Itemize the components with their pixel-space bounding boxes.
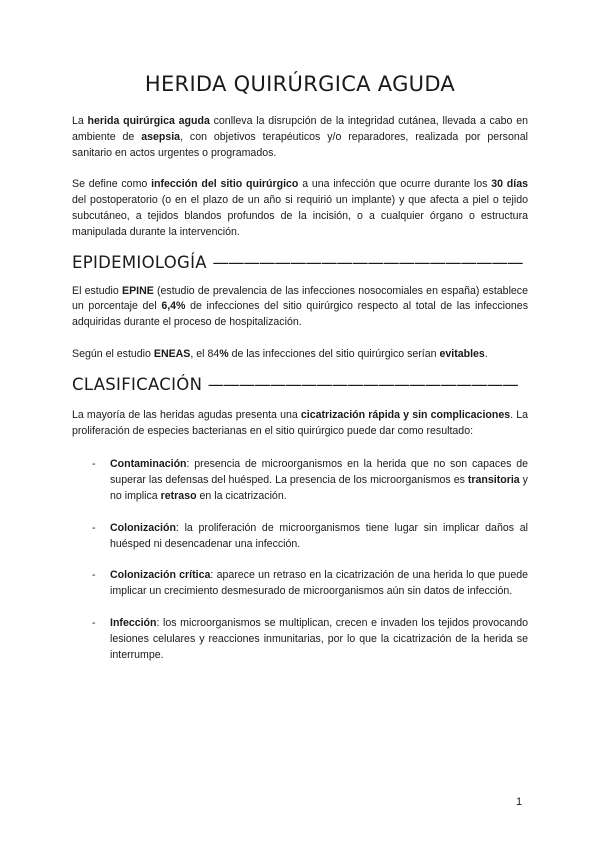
section-heading-epidemiologia <box>72 253 528 272</box>
page-title: HERIDA QUIRÚRGICA AGUDA <box>144 72 456 96</box>
text-run: y no implica <box>110 474 528 502</box>
text-run: en la cicatrización. <box>196 489 287 502</box>
bold-text: ENEAS <box>153 347 191 360</box>
bullet-dash: - <box>92 521 96 534</box>
intro-paragraph-2 <box>72 177 528 240</box>
text-run: conlleva la disrupción de la integridad cutánea, llevada a cabo en ambiente de <box>72 115 528 143</box>
text-run: (estudio de prevalencia de las infecciones nosocomiales en españa) establece un porcentaje del <box>72 284 528 313</box>
text-run: : la proliferación de microorganismos tiene lugar sin implicar daños al huésped ni desencadenar una infección. <box>110 521 528 550</box>
bold-text: % <box>219 347 229 360</box>
bold-text: transitoria <box>467 474 520 487</box>
document-page <box>72 0 528 679</box>
text-run: . La proliferación de especies bacterianas en el sitio quirúrgico puede dar como resultado: <box>72 408 528 437</box>
bold-text: herida quirúrgica aguda <box>87 115 210 127</box>
bold-text: infección del sitio quirúrgico <box>151 178 299 191</box>
text-run: : presencia de microorganismos en la herida que no son capaces de superar las defensas del huésped. La presencia de los microorganismos es <box>110 458 528 487</box>
bold-text: cicatrización rápida y sin complicaciones <box>300 408 511 421</box>
list-item-text <box>110 568 528 600</box>
text-run: : los microorganismos se multiplican, crecen e invaden los tejidos provocando lesiones celulares y reacciones inmunitarias, por lo que la cicatrización de la herida se interrumpe. <box>110 616 528 661</box>
text-run: de infecciones del sitio quirúrgico respecto al total de las infecciones adquiridas durante el proceso de hospitalización. <box>72 300 528 329</box>
text-run: La <box>72 115 88 127</box>
text-run: del postoperatorio (o en el plazo de un año si requirió un implante) y que afecta a piel o tejido subcutáneo, a tejidos blandos profundos de la incisión, o a cualquier órgano o estructura manipulada durante la intervención. <box>72 194 528 238</box>
bold-text: evitables <box>439 347 485 360</box>
clasificacion-intro <box>72 408 528 440</box>
list-item-text <box>110 521 528 553</box>
text-run: , con objetivos terapéuticos y/o reparadores, realizada por personal sanitario en actos urgentes o programados. <box>72 130 528 159</box>
text-run: de las infecciones del sitio quirúrgico serían <box>228 347 440 360</box>
heading-text: EPIDEMIOLOGÍA <box>72 252 207 272</box>
text-run: . <box>484 347 488 360</box>
text-run: Se define como <box>72 178 152 191</box>
list-item-text <box>110 616 528 663</box>
bold-text: Colonización crítica <box>110 569 211 582</box>
list-item <box>72 521 528 553</box>
text-run: El estudio <box>72 284 122 297</box>
bold-text: Contaminación <box>110 458 187 471</box>
list-item <box>72 568 528 600</box>
bold-text: EPINE <box>122 284 154 297</box>
section-heading-clasificacion <box>72 375 528 394</box>
bold-text: retraso <box>160 489 197 502</box>
epidemiologia-paragraph-2 <box>72 347 528 363</box>
list-item-text <box>110 457 528 504</box>
heading-rule: ———————————————————— <box>207 374 518 394</box>
intro-paragraph-1 <box>72 114 528 161</box>
bullet-dash: - <box>92 616 96 629</box>
text-run: : aparece un retraso en la cicatrización de una herida lo que puede implicar un crecimiento desmesurado de microorganismos aún sin datos de infección. <box>110 569 528 598</box>
bullet-dash: - <box>92 569 96 582</box>
list-item <box>72 457 528 504</box>
page-number: 1 <box>516 796 523 808</box>
clasificacion-list <box>72 457 528 663</box>
text-run: Según el estudio <box>72 347 154 360</box>
heading-rule: ———————————————————— <box>212 252 523 272</box>
text-run: , el 84 <box>190 347 220 360</box>
bold-text: Colonización <box>110 521 176 534</box>
text-run: La mayoría de las heridas agudas presenta una <box>72 408 301 421</box>
bold-text: Infección <box>110 616 157 629</box>
bold-text: asepsia <box>141 130 181 143</box>
heading-text: CLASIFICACIÓN <box>72 374 203 394</box>
bold-text: 6,4% <box>161 300 186 313</box>
epidemiologia-paragraph-1 <box>72 284 528 331</box>
bold-text: 30 días <box>491 178 528 191</box>
bullet-dash: - <box>92 458 96 471</box>
list-item <box>72 616 528 663</box>
text-run: a una infección que ocurre durante los <box>298 178 492 191</box>
